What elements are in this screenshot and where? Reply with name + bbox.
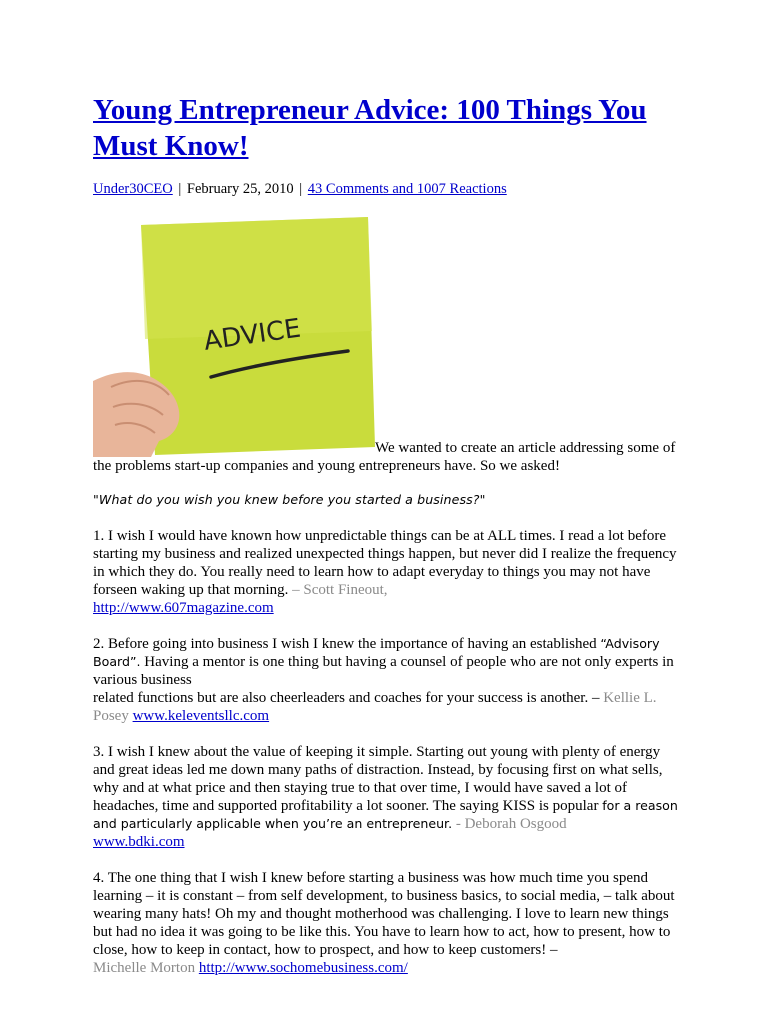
intro-paragraph xyxy=(93,211,683,475)
item-board-term: “Advisory Board”. xyxy=(93,636,660,669)
item-link[interactable]: http://www.607magazine.com xyxy=(93,600,274,616)
item-link[interactable]: www.keleventsllc.com xyxy=(132,708,270,724)
byline xyxy=(93,180,683,198)
note-handwriting: ADVICE xyxy=(201,313,303,357)
list-item xyxy=(93,527,683,617)
item-text: 3. I wish I knew about the value of keeping it simple. Starting out young with plenty of energy and great ideas led me down many paths of distraction. Instead, by focusing first on what sells, why and at what price and then staying true to that over time, I would have saved a lot of headaches, time and supported profitability a lot sooner. The saying KISS is popular xyxy=(93,744,663,814)
item-author: Michelle Morton xyxy=(93,960,196,976)
author-link[interactable]: Under30CEO xyxy=(93,181,173,197)
advice-note-illustration xyxy=(93,211,375,457)
item-author: – Scott Fineout, xyxy=(292,582,388,598)
survey-question: "What do you wish you knew before you started a business?" xyxy=(93,492,486,507)
item-text: 2. Before going into business I wish I knew the importance of having an established xyxy=(93,636,601,652)
comments-link[interactable]: 43 Comments and 1007 Reactions xyxy=(307,181,507,197)
item-text: related functions but are also cheerleaders and coaches for your success is another. – xyxy=(93,690,604,706)
advice-note-image xyxy=(93,211,375,457)
item-text: for a reason and particularly applicable when you’re an entrepreneur. xyxy=(93,798,678,831)
byline-separator: | xyxy=(299,181,303,197)
intro-text: We wanted to create an article addressing some of the problems start-up companies and young entrepreneurs have. So we asked! xyxy=(93,440,676,474)
item-author: Kellie L. Posey xyxy=(93,690,657,724)
list-item xyxy=(93,635,683,725)
item-author: - Deborah Osgood xyxy=(452,816,567,832)
article-title xyxy=(93,92,653,164)
item-link[interactable]: www.bdki.com xyxy=(93,834,185,850)
publish-date: February 25, 2010 xyxy=(186,181,294,197)
list-item xyxy=(93,743,683,851)
item-text: Having a mentor is one thing but having a counsel of people who are not only experts in various business xyxy=(93,654,674,688)
article-title-link[interactable]: Young Entrepreneur Advice: 100 Things You Must Know! xyxy=(93,94,647,162)
article xyxy=(93,92,683,977)
item-text: 4. The one thing that I wish I knew before starting a business was how much time you spend learning – it is constant – from self development, to business basics, to social media, – talk about wearing many hats! Oh my and thought motherhood was challenging. I love to learn new things but had no idea it was going to be like this. You have to learn how to act, how to present, how to close, how to keep in contact, how to prospect, and how to keep customers! – xyxy=(93,870,675,958)
list-item xyxy=(93,869,683,977)
item-text: 1. I wish I would have known how unpredictable things can be at ALL times. I read a lot before starting my business and realized unexpected things happen, but never did I realize the frequency in which they do. You really need to learn how to adapt everyday to things you may not have forseen waking up that morning. xyxy=(93,528,677,598)
byline-separator: | xyxy=(178,181,182,197)
item-link[interactable]: http://www.sochomebusiness.com/ xyxy=(198,960,408,976)
